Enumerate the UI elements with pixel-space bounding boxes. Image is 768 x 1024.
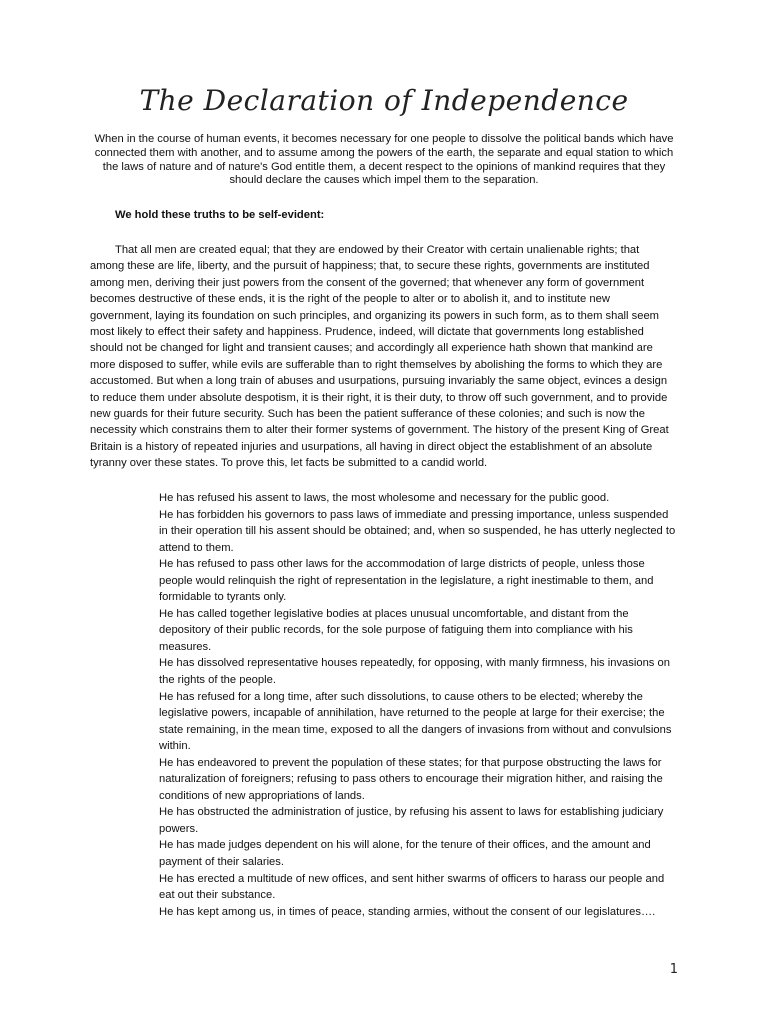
grievance-list [159,490,679,920]
grievance-item: He has called together legislative bodies at places unusual uncomfortable, and distant from the depository of their public records, for the sole purpose of fatiguing them into compliance with his measures. [159,607,633,653]
truths-heading: We hold these truths to be self-evident: [115,209,325,221]
grievance-item: He has refused for a long time, after such dissolutions, to cause others to be elected; whereby the legislative powers, incapable of annihilation, have returned to the people at large for their exercise; the state remaining, in the mean time, exposed to all the dangers of invasions from without and convulsions within. [159,690,672,753]
grievance-item: He has refused his assent to laws, the most wholesome and necessary for the public good. [159,492,610,504]
document-title: The Declaration of Independence [139,84,629,117]
grievance-item: He has refused to pass other laws for the accommodation of large districts of people, unless those people would relinquish the right of representation in the legislature, a right inestimable to them, and formidable to tyrants only. [159,558,654,604]
grievance-item: He has made judges dependent on his will alone, for the tenure of their offices, and the amount and payment of their salaries. [159,839,651,869]
grievance-item: He has obstructed the administration of justice, by refusing his assent to laws for establishing judiciary powers. [159,806,664,835]
grievance-item: He has dissolved representative houses repeatedly, for opposing, with manly firmness, his invasions on the rights of the people. [159,657,670,687]
main-paragraph: That all men are created equal; that they are endowed by their Creator with certain unalienable rights; that among these are life, liberty, and the pursuit of happiness; that, to secure these rights, governments are instituted among men, deriving their just powers from the consent of the governed; that whenever any form of government becomes destructive of these ends, it is the right of the people to alter or to abolish it, and to institute new government, laying its foundation on such principles, and organizing its powers in such form, as to them shall seem most likely to effect their safety and happiness. Prudence, indeed, will dictate that governments long established should not be changed for light and transient causes; and accordingly all experience hath shown that mankind are more disposed to suffer, while evils are sufferable than to right themselves by abolishing the forms to which they are accustomed. But when a long train of abuses and usurpations, pursuing invariably the same object, evinces a design to reduce them under absolute despotism, it is their right, it is their duty, to throw off such government, and to provide new guards for their future security. Such has been the patient sufferance of these colonies; and such is now the necessity which constrains them to alter their former systems of government. The history of the present King of Great Britain is a history of repeated injuries and usurpations, all having in direct object the establishment of an absolute tyranny over these states. To prove this, let facts be submitted to a candid world. [90,244,669,470]
grievance-item: He has kept among us, in times of peace, standing armies, without the consent of our legislatures…. [159,905,656,918]
grievance-item: He has forbidden his governors to pass laws of immediate and pressing importance, unless suspended in their operation till his assent should be obtained; and, when so suspended, he has utterly neglected to attend to them. [159,508,676,554]
grievance-item: He has erected a multitude of new offices, and sent hither swarms of officers to harass our people and eat out their substance. [159,872,665,902]
grievance-item: He has endeavored to prevent the population of these states; for that purpose obstructing the laws for naturalization of foreigners; refusing to pass others to encourage their migration hither, and raising the conditions of new appropriations of lands. [159,756,663,802]
preamble-paragraph: When in the course of human events, it becomes necessary for one people to dissolve the political bands which have connected them with another, and to assume among the powers of the earth, the separate and equal station to which the laws of nature and of nature's God entitle them, a decent respect to the opinions of mankind requires that they should declare the causes which impel them to the separation. [94,133,674,187]
page-number: 1 [669,962,678,977]
